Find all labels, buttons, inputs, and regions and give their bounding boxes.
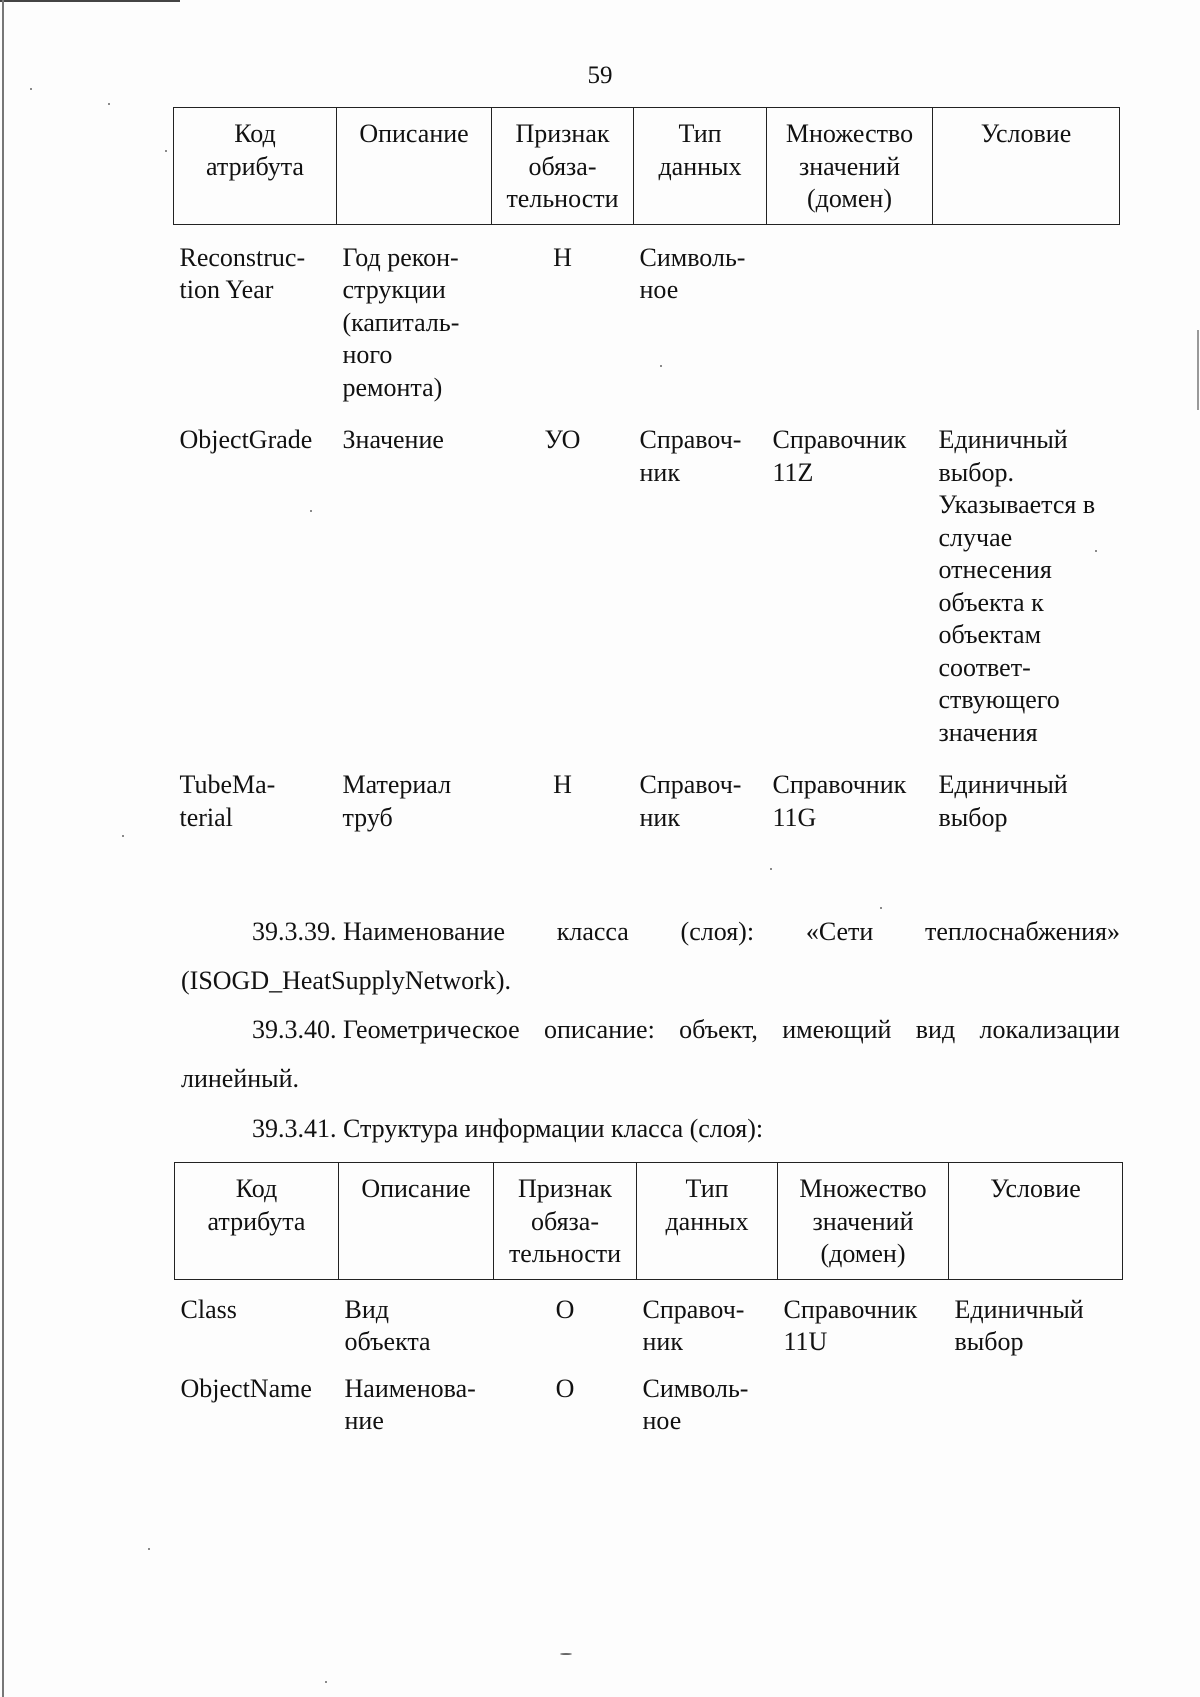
cell-line: Справоч- bbox=[639, 770, 742, 799]
table-header bbox=[175, 1163, 1123, 1280]
paragraph-39-3-39-line1 bbox=[252, 907, 1120, 956]
attribute-table-1 bbox=[173, 107, 1120, 834]
table-body bbox=[174, 224, 1120, 834]
cell-code bbox=[174, 224, 337, 404]
cell-domain bbox=[767, 749, 933, 834]
header-cell-flag bbox=[492, 108, 634, 225]
cell-description bbox=[337, 749, 492, 834]
cell-flag bbox=[492, 224, 634, 404]
header-line: атрибута bbox=[207, 1206, 306, 1236]
header-cell-domain bbox=[778, 1163, 949, 1280]
paragraph-word: 39.3.39. Наименование bbox=[252, 917, 505, 946]
header-line: обяза- bbox=[528, 151, 597, 181]
table-header-row bbox=[174, 108, 1120, 225]
cell-line: Reconstruc- bbox=[179, 242, 306, 272]
cell-code bbox=[174, 404, 337, 749]
header-line: Множество bbox=[785, 119, 914, 148]
header-line: Условие bbox=[980, 119, 1072, 148]
cell-line: tion Year bbox=[179, 275, 274, 304]
header-line: Тип bbox=[678, 119, 722, 148]
header-line: значений bbox=[798, 151, 901, 181]
cell-description bbox=[339, 1279, 494, 1359]
cell-line: ное bbox=[642, 1406, 682, 1435]
cell-line: ствующего bbox=[938, 685, 1060, 714]
header-line: Описание bbox=[359, 119, 469, 148]
header-cell-description bbox=[337, 108, 492, 225]
header-line: атрибута bbox=[206, 151, 304, 181]
cell-description bbox=[337, 224, 492, 404]
cell-code bbox=[174, 749, 337, 834]
scan-edge-line-top bbox=[0, 0, 180, 2]
cell-line: ник bbox=[639, 802, 680, 832]
paragraph-word: «Сети bbox=[805, 917, 874, 946]
scan-speck bbox=[165, 150, 167, 152]
paragraph-39-3-40-line1 bbox=[252, 1005, 1120, 1054]
scan-speck bbox=[108, 103, 110, 105]
header-line: (домен) bbox=[807, 184, 892, 213]
scan-speck bbox=[560, 1653, 572, 1655]
cell-line: труб bbox=[342, 802, 393, 832]
header-cell-type bbox=[634, 108, 767, 225]
cell-line: Н bbox=[553, 770, 572, 799]
header-line: данных bbox=[665, 1206, 749, 1236]
cell-domain bbox=[778, 1359, 949, 1438]
cell-line: ное bbox=[639, 275, 679, 304]
header-line: Множество bbox=[799, 1174, 927, 1203]
cell-line: Справочник bbox=[783, 1294, 918, 1324]
table-body bbox=[175, 1279, 1123, 1438]
table-row bbox=[175, 1359, 1123, 1438]
header-line: Описание bbox=[361, 1174, 471, 1203]
cell-condition bbox=[933, 749, 1120, 834]
cell-line: (капиталь- bbox=[342, 307, 460, 337]
cell-line: Справочник bbox=[772, 770, 907, 799]
table-header-row bbox=[175, 1163, 1123, 1280]
cell-line: Единичный bbox=[938, 770, 1068, 799]
cell-line: Значение bbox=[342, 425, 444, 454]
cell-line: Class bbox=[180, 1294, 237, 1324]
cell-code bbox=[175, 1359, 339, 1438]
cell-type bbox=[634, 224, 767, 404]
paragraph-word: класса bbox=[556, 917, 629, 946]
cell-code bbox=[175, 1279, 339, 1359]
cell-domain bbox=[767, 404, 933, 749]
header-cell-description bbox=[339, 1163, 494, 1280]
cell-line: Справоч- bbox=[642, 1294, 745, 1324]
cell-type bbox=[634, 404, 767, 749]
cell-domain bbox=[767, 224, 933, 404]
cell-line: объекта к bbox=[938, 587, 1044, 617]
cell-line: объекта bbox=[344, 1327, 431, 1356]
table-row bbox=[174, 749, 1120, 834]
paragraph-39-3-39-line2: (ISOGD_HeatSupplyNetwork). bbox=[181, 966, 512, 995]
cell-condition bbox=[933, 404, 1120, 749]
cell-line: Год рекон- bbox=[342, 242, 459, 272]
cell-line: Справоч- bbox=[639, 425, 742, 454]
cell-line: Единичный bbox=[954, 1294, 1084, 1324]
cell-line: Наименова- bbox=[344, 1373, 476, 1403]
cell-condition bbox=[949, 1359, 1123, 1438]
header-cell-condition bbox=[949, 1163, 1123, 1280]
paragraph-word: 39.3.40. Геометрическое bbox=[252, 1015, 520, 1044]
cell-line: отнесения bbox=[938, 555, 1052, 584]
cell-line: случае bbox=[938, 522, 1013, 552]
cell-line: Вид bbox=[344, 1294, 389, 1324]
paragraph-word: имеющий bbox=[782, 1015, 892, 1044]
cell-type bbox=[637, 1359, 778, 1438]
cell-flag bbox=[494, 1279, 637, 1359]
cell-line: ремонта) bbox=[342, 372, 443, 402]
cell-line: ник bbox=[639, 457, 680, 487]
header-line: значений bbox=[812, 1206, 914, 1236]
header-line: Признак bbox=[515, 119, 610, 148]
paragraph-39-3-41: 39.3.41. Структура информации класса (слоя): bbox=[252, 1114, 764, 1143]
cell-line: выбор bbox=[938, 802, 1008, 832]
cell-line: Символь- bbox=[639, 242, 746, 272]
cell-line: 11Z bbox=[772, 457, 814, 487]
cell-type bbox=[637, 1279, 778, 1359]
scan-speck bbox=[122, 835, 124, 837]
header-line: Код bbox=[234, 119, 276, 148]
header-line: Признак bbox=[517, 1174, 613, 1203]
table-row bbox=[175, 1279, 1123, 1359]
cell-description bbox=[339, 1359, 494, 1438]
cell-line: О bbox=[555, 1373, 575, 1403]
header-line: тельности bbox=[506, 184, 619, 213]
page-number: 59 bbox=[587, 62, 613, 89]
header-line: (домен) bbox=[820, 1239, 906, 1268]
scan-edge-line-right bbox=[1197, 330, 1199, 410]
attribute-table-2 bbox=[174, 1162, 1123, 1438]
cell-line: значения bbox=[938, 717, 1038, 747]
cell-line: Единичный bbox=[938, 425, 1068, 454]
cell-line: Символь- bbox=[642, 1373, 749, 1403]
cell-flag bbox=[492, 404, 634, 749]
scan-speck bbox=[770, 868, 772, 870]
cell-description bbox=[337, 404, 492, 749]
header-line: Условие bbox=[990, 1174, 1081, 1203]
cell-line: ник bbox=[642, 1327, 683, 1356]
cell-line: 11U bbox=[783, 1327, 828, 1356]
header-cell-flag bbox=[494, 1163, 637, 1280]
cell-flag bbox=[492, 749, 634, 834]
cell-line: terial bbox=[179, 802, 233, 832]
header-cell-condition bbox=[933, 108, 1120, 225]
header-line: Тип bbox=[685, 1174, 729, 1203]
cell-line: выбор bbox=[954, 1327, 1024, 1356]
table-row bbox=[174, 404, 1120, 749]
header-cell-code bbox=[174, 108, 337, 225]
cell-line: УО bbox=[544, 425, 581, 454]
cell-line: соответ- bbox=[938, 652, 1031, 682]
header-line: тельности bbox=[508, 1239, 622, 1268]
cell-line: ние bbox=[344, 1406, 384, 1435]
cell-line: TubeMa- bbox=[179, 770, 276, 799]
paragraph-word: описание: bbox=[543, 1015, 655, 1044]
cell-domain bbox=[778, 1279, 949, 1359]
scan-edge-line-left bbox=[2, 0, 4, 1697]
header-cell-code bbox=[175, 1163, 339, 1280]
header-line: Код bbox=[235, 1174, 278, 1203]
cell-line: 11G bbox=[772, 802, 817, 832]
header-line: данных bbox=[658, 151, 742, 181]
cell-line: ObjectName bbox=[180, 1373, 312, 1403]
header-cell-type bbox=[637, 1163, 778, 1280]
header-cell-domain bbox=[767, 108, 933, 225]
cell-line: объектам bbox=[938, 620, 1042, 649]
paragraph-word: объект, bbox=[679, 1015, 758, 1044]
cell-line: струкции bbox=[342, 275, 446, 304]
table-header bbox=[174, 108, 1120, 225]
cell-line: выбор. bbox=[938, 457, 1014, 487]
cell-line: Материал bbox=[342, 770, 452, 799]
paragraph-word: локализации bbox=[979, 1015, 1120, 1044]
cell-line: ного bbox=[342, 340, 393, 369]
table-row bbox=[174, 224, 1120, 404]
scan-speck bbox=[148, 1548, 150, 1550]
paragraph-word: вид bbox=[915, 1015, 956, 1044]
scan-speck bbox=[325, 1681, 327, 1683]
cell-line: Н bbox=[553, 242, 572, 272]
cell-type bbox=[634, 749, 767, 834]
cell-line: Справочник bbox=[772, 425, 907, 454]
header-line: обяза- bbox=[530, 1206, 599, 1236]
cell-condition bbox=[949, 1279, 1123, 1359]
cell-line: ObjectGrade bbox=[179, 425, 313, 454]
paragraph-39-3-40-line2: линейный. bbox=[181, 1064, 300, 1093]
cell-condition bbox=[933, 224, 1120, 404]
paragraph-word: (слоя): bbox=[680, 917, 755, 946]
cell-flag bbox=[494, 1359, 637, 1438]
paragraph-word: теплоснабжения» bbox=[925, 917, 1120, 946]
cell-line: О bbox=[555, 1294, 575, 1324]
cell-line: Указывается в bbox=[938, 490, 1096, 519]
